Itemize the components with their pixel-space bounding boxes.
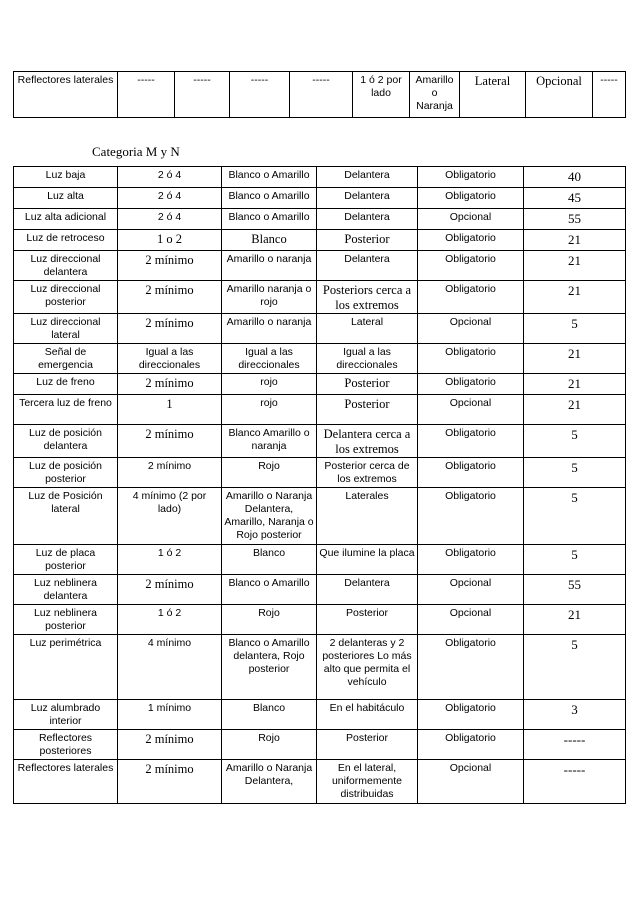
position-cell: Delantera <box>317 251 418 281</box>
requirement-cell: Obligatorio <box>418 251 524 281</box>
requirement-cell: Opcional <box>418 395 524 425</box>
count-cell: 2 ó 4 <box>118 188 222 209</box>
count-cell: 1 mínimo <box>118 700 222 730</box>
color-cell: Rojo <box>222 605 317 635</box>
light-name-cell: Luz neblinera posterior <box>14 605 118 635</box>
position-cell: Posterior <box>317 730 418 760</box>
count-cell: 4 mínimo (2 por lado) <box>118 488 222 545</box>
position-cell: Delantera <box>317 209 418 230</box>
light-name-cell: Luz de Posición lateral <box>14 488 118 545</box>
table-row <box>14 72 626 118</box>
position-cell: Posterior <box>317 395 418 425</box>
lights-table <box>13 166 626 804</box>
value-cell: 3 <box>524 700 626 730</box>
position-cell: Delantera <box>317 575 418 605</box>
table-row <box>14 700 626 730</box>
category-heading: Categoria M y N <box>92 144 180 159</box>
light-name-cell: Luz de placa posterior <box>14 545 118 575</box>
color-cell: Rojo <box>222 458 317 488</box>
count-cell: 2 mínimo <box>118 730 222 760</box>
value-cell: 21 <box>524 374 626 395</box>
color-cell: Blanco o Amarillo <box>222 209 317 230</box>
requirement-cell: Obligatorio <box>418 374 524 395</box>
value-cell: ----- <box>524 760 626 804</box>
requirement-cell: Obligatorio <box>418 700 524 730</box>
table-row <box>14 605 626 635</box>
light-name-cell: Luz de posición posterior <box>14 458 118 488</box>
position-cell: Posterior cerca de los extremos <box>317 458 418 488</box>
count-cell: 2 ó 4 <box>118 167 222 188</box>
value-cell: ----- <box>524 730 626 760</box>
top-color-cell: ----- <box>175 72 230 118</box>
color-cell: Amarillo o naranja <box>222 251 317 281</box>
light-name-cell: Luz alumbrado interior <box>14 700 118 730</box>
value-cell: 55 <box>524 209 626 230</box>
count-cell: Igual a las direccionales <box>118 344 222 374</box>
light-name-cell: Reflectores laterales <box>14 760 118 804</box>
light-name-cell: Señal de emergencia <box>14 344 118 374</box>
light-name-cell: Luz direccional posterior <box>14 281 118 314</box>
position-cell: Igual a las direccionales <box>317 344 418 374</box>
light-name-cell: Tercera luz de freno <box>14 395 118 425</box>
light-name-cell: Luz de freno <box>14 374 118 395</box>
requirement-cell: Obligatorio <box>418 635 524 700</box>
requirement-cell: Obligatorio <box>418 188 524 209</box>
color-cell: Igual a las direccionales <box>222 344 317 374</box>
top-cell: Amarillo o Naranja <box>410 72 460 118</box>
light-name-cell: Luz neblinera delantera <box>14 575 118 605</box>
color-cell: rojo <box>222 374 317 395</box>
position-cell: Laterales <box>317 488 418 545</box>
value-cell: 40 <box>524 167 626 188</box>
value-cell: 21 <box>524 605 626 635</box>
count-cell: 1 ó 2 <box>118 545 222 575</box>
table-row <box>14 458 626 488</box>
top-cell: ----- <box>290 72 353 118</box>
color-cell: Amarillo o naranja <box>222 314 317 344</box>
table-row <box>14 251 626 281</box>
table-row <box>14 167 626 188</box>
requirement-cell: Opcional <box>418 575 524 605</box>
count-cell: 2 mínimo <box>118 374 222 395</box>
requirement-cell: Obligatorio <box>418 281 524 314</box>
value-cell: 5 <box>524 314 626 344</box>
light-name-cell: Luz direccional delantera <box>14 251 118 281</box>
position-cell: Delantera cerca a los extremos <box>317 425 418 458</box>
value-cell: 5 <box>524 635 626 700</box>
count-cell: 2 mínimo <box>118 314 222 344</box>
position-cell: Posterior <box>317 374 418 395</box>
value-cell: 21 <box>524 251 626 281</box>
count-cell: 2 ó 4 <box>118 209 222 230</box>
color-cell: Rojo <box>222 730 317 760</box>
light-name-cell: Luz alta <box>14 188 118 209</box>
position-cell: En el habitáculo <box>317 700 418 730</box>
position-cell: Delantera <box>317 188 418 209</box>
table-row <box>14 635 626 700</box>
value-cell: 5 <box>524 488 626 545</box>
top-cell: ----- <box>230 72 290 118</box>
value-cell: 21 <box>524 344 626 374</box>
table-row <box>14 545 626 575</box>
count-cell: 1 o 2 <box>118 230 222 251</box>
top-cell: ----- <box>593 72 626 118</box>
value-cell: 5 <box>524 425 626 458</box>
requirement-cell: Obligatorio <box>418 230 524 251</box>
top-name-cell: Reflectores laterales <box>14 72 118 118</box>
requirement-cell: Obligatorio <box>418 167 524 188</box>
top-table <box>13 71 626 118</box>
position-cell: Posterior <box>317 605 418 635</box>
table-row <box>14 488 626 545</box>
table-row <box>14 730 626 760</box>
requirement-cell: Obligatorio <box>418 344 524 374</box>
position-cell: En el lateral, uniformemente distribuidas <box>317 760 418 804</box>
position-cell: Delantera <box>317 167 418 188</box>
count-cell: 2 mínimo <box>118 251 222 281</box>
light-name-cell: Luz baja <box>14 167 118 188</box>
value-cell: 5 <box>524 458 626 488</box>
table-row <box>14 575 626 605</box>
table-row <box>14 230 626 251</box>
value-cell: 5 <box>524 545 626 575</box>
position-cell: Que ilumine la placa <box>317 545 418 575</box>
value-cell: 21 <box>524 230 626 251</box>
color-cell: Blanco <box>222 545 317 575</box>
color-cell: Blanco <box>222 700 317 730</box>
color-cell: Blanco Amarillo o naranja <box>222 425 317 458</box>
count-cell: 1 <box>118 395 222 425</box>
table-row <box>14 281 626 314</box>
requirement-cell: Obligatorio <box>418 730 524 760</box>
value-cell: 21 <box>524 281 626 314</box>
table-row <box>14 425 626 458</box>
count-cell: 1 ó 2 <box>118 605 222 635</box>
top-cell: 1 ó 2 por lado <box>353 72 410 118</box>
color-cell: Blanco o Amarillo <box>222 188 317 209</box>
color-cell: rojo <box>222 395 317 425</box>
table-row <box>14 209 626 230</box>
position-cell: Posterior <box>317 230 418 251</box>
color-cell: Amarillo naranja o rojo <box>222 281 317 314</box>
requirement-cell: Obligatorio <box>418 488 524 545</box>
value-cell: 55 <box>524 575 626 605</box>
count-cell: 2 mínimo <box>118 458 222 488</box>
count-cell: 2 mínimo <box>118 281 222 314</box>
requirement-cell: Opcional <box>418 209 524 230</box>
requirement-cell: Obligatorio <box>418 425 524 458</box>
table-row <box>14 395 626 425</box>
color-cell: Amarillo o Naranja Delantera, <box>222 760 317 804</box>
position-cell: 2 delanteras y 2 posteriores Lo más alto que permita el vehículo <box>317 635 418 700</box>
color-cell: Blanco o Amarillo <box>222 167 317 188</box>
top-cell: Lateral <box>460 72 526 118</box>
count-cell: 2 mínimo <box>118 575 222 605</box>
table-row <box>14 344 626 374</box>
color-cell: Blanco <box>222 230 317 251</box>
value-cell: 21 <box>524 395 626 425</box>
color-cell: Blanco o Amarillo delantera, Rojo posterior <box>222 635 317 700</box>
requirement-cell: Obligatorio <box>418 545 524 575</box>
light-name-cell: Luz direccional lateral <box>14 314 118 344</box>
count-cell: 2 mínimo <box>118 760 222 804</box>
requirement-cell: Opcional <box>418 760 524 804</box>
table-row <box>14 760 626 804</box>
light-name-cell: Luz de retroceso <box>14 230 118 251</box>
table-row <box>14 188 626 209</box>
table-row <box>14 374 626 395</box>
requirement-cell: Opcional <box>418 605 524 635</box>
count-cell: 2 mínimo <box>118 425 222 458</box>
requirement-cell: Obligatorio <box>418 458 524 488</box>
value-cell: 45 <box>524 188 626 209</box>
color-cell: Amarillo o Naranja Delantera, Amarillo, Naranja o Rojo posterior <box>222 488 317 545</box>
light-name-cell: Luz de posición delantera <box>14 425 118 458</box>
position-cell: Lateral <box>317 314 418 344</box>
color-cell: Blanco o Amarillo <box>222 575 317 605</box>
light-name-cell: Luz alta adicional <box>14 209 118 230</box>
count-cell: 4 mínimo <box>118 635 222 700</box>
light-name-cell: Reflectores posteriores <box>14 730 118 760</box>
position-cell: Posteriors cerca a los extremos <box>317 281 418 314</box>
light-name-cell: Luz perimétrica <box>14 635 118 700</box>
top-cell: Opcional <box>526 72 593 118</box>
table-row <box>14 314 626 344</box>
requirement-cell: Opcional <box>418 314 524 344</box>
top-count-cell: ----- <box>118 72 175 118</box>
